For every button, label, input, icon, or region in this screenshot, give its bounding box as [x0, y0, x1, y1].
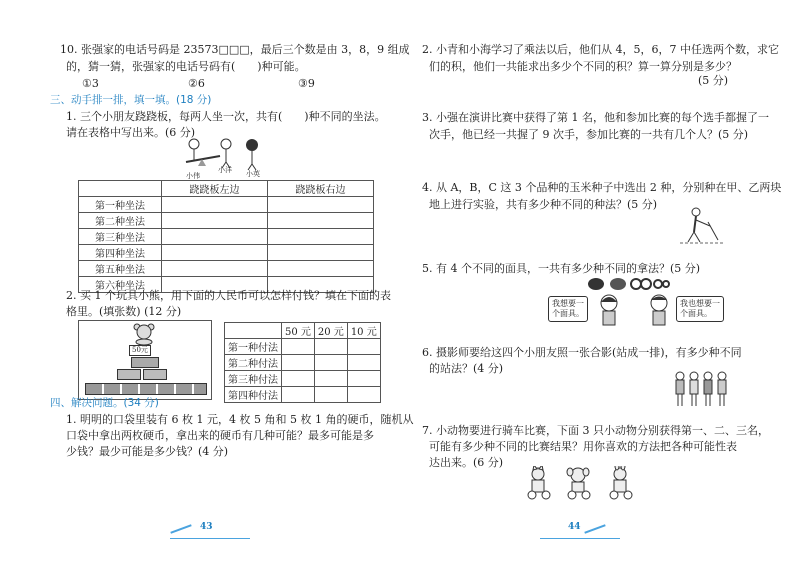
q5-line1: 5. 有 4 个不同的面具，一共有多少种不同的拿法？(5 分) [422, 262, 701, 275]
answer-cell[interactable] [314, 371, 347, 387]
answer-cell[interactable] [347, 355, 380, 371]
kid-name-3: 小英 [246, 170, 260, 178]
table-header-row [79, 181, 374, 197]
q3-line1: 3. 小强在演讲比赛中获得了第 1 名，他和参加比赛的每个选手都握了一 [422, 111, 769, 124]
table-header-cell: 10 元 [347, 323, 380, 339]
page-number-43: 43 [200, 522, 213, 532]
banknote-50-icon [131, 357, 159, 368]
money-illustration [78, 320, 212, 400]
masks-row [586, 276, 670, 292]
answer-cell[interactable] [282, 339, 315, 355]
answer-cell[interactable] [282, 387, 315, 403]
q3-1-line1: 1. 三个小朋友跷跷板，每两人坐一次，共有( )种不同的坐法。 [66, 110, 386, 123]
row-label: 第三种坐法 [79, 229, 162, 245]
q10-option-2: ②6 [188, 77, 205, 90]
q4-1-line2: 口袋中拿出两枚硬币，拿出来的硬币有几种可能？最多可能是多 [66, 429, 374, 442]
kid-name-2: 小洋 [218, 166, 232, 174]
q10-line2: 的，猜一猜，张强家的电话号码有( )种可能。 [66, 60, 306, 73]
answer-cell[interactable] [268, 197, 374, 213]
q7-line2: 可能有多少种不同的比赛结果？用你喜欢的方法把各种可能性表 [429, 440, 737, 453]
q7-line3: 达出来。(6 分) [429, 456, 504, 469]
q6-line2: 的站法？(4 分) [429, 362, 504, 375]
three-animals-icon [524, 466, 638, 500]
answer-cell[interactable] [268, 213, 374, 229]
answer-cell[interactable] [268, 261, 374, 277]
table-header-cell: 50 元 [282, 323, 315, 339]
answer-cell[interactable] [162, 229, 268, 245]
speech-bubble-left: 我想要一 个面具。 [548, 296, 588, 322]
kid-name-1: 小伟 [186, 172, 200, 180]
q2-line2: 们的积，他们一共能求出多少个不同的积？算一算分别是多少？ [429, 60, 737, 73]
page-number-44: 44 [568, 522, 581, 532]
table-header-cell: 跷跷板右边 [268, 181, 374, 197]
row-label: 第二种坐法 [79, 213, 162, 229]
row-label: 第四种付法 [225, 387, 282, 403]
farmer-planting-icon [678, 206, 726, 246]
table-row [225, 387, 381, 403]
table-row [225, 371, 381, 387]
q10-line1: 10. 张强家的电话号码是 23573□□□，最后三个数是由 3，8，9 组成 [60, 43, 410, 56]
answer-cell[interactable] [162, 197, 268, 213]
speech-bubble-right: 我也想要一 个面具。 [676, 296, 724, 322]
q3-2-line2: 格里。(填张数) (12 分) [66, 305, 182, 318]
q4-1-line1: 1. 明明的口袋里装有 6 枚 1 元，4 枚 5 角和 5 枚 1 角的硬币，随机从 [66, 413, 414, 426]
mask-icon [610, 278, 626, 290]
q10-option-1: ①3 [82, 77, 99, 90]
q3-line2: 次手，他已经一共握了 9 次手，参加比赛的一共有几个人？(5 分) [429, 128, 749, 141]
row-label: 第一种付法 [225, 339, 282, 355]
table-row [79, 261, 374, 277]
answer-cell[interactable] [347, 387, 380, 403]
q6-line1: 6. 摄影师要给这四个小朋友照一张合影(站成一排)，有多少种不同 [422, 346, 742, 359]
page-deco-line [540, 538, 620, 539]
q4-line2: 地上进行实验，共有多少种不同的种法？(5 分) [429, 198, 658, 211]
teddy-bear-icon [131, 323, 157, 345]
table-row [79, 213, 374, 229]
q10-option-3: ③9 [298, 77, 315, 90]
seesaw-table [78, 180, 374, 293]
q3-2-line1: 2. 买 1 个玩具小熊，用下面的人民币可以怎样付钱？填在下面的表 [66, 289, 391, 302]
answer-cell[interactable] [162, 213, 268, 229]
page-deco-line [170, 538, 250, 539]
answer-cell[interactable] [314, 355, 347, 371]
section4-title: 四、解决问题。(34 分) [50, 397, 159, 409]
girl-icon [596, 294, 622, 328]
row-label: 第二种付法 [225, 355, 282, 371]
answer-cell[interactable] [268, 245, 374, 261]
q3-1-line2: 请在表格中写出来。(6 分) [66, 126, 196, 139]
boy-icon [646, 294, 672, 328]
table-header-cell: 跷跷板左边 [162, 181, 268, 197]
mask-icon [588, 278, 604, 290]
page-deco [170, 524, 191, 533]
row-label: 第三种付法 [225, 371, 282, 387]
q2-line1: 2. 小青和小海学习了乘法以后，他们从 4，5，6，7 中任选两个数，求它 [422, 43, 779, 56]
table-row [79, 245, 374, 261]
answer-cell[interactable] [314, 339, 347, 355]
payment-table [224, 322, 381, 403]
table-header-cell [225, 323, 282, 339]
table-row [79, 197, 374, 213]
answer-cell[interactable] [162, 261, 268, 277]
right-page [400, 0, 800, 585]
answer-cell[interactable] [314, 387, 347, 403]
q2-score: (5 分) [698, 74, 729, 87]
q4-line1: 4. 从 A，B，C 这 3 个品种的玉米种子中选出 2 种，分别种在甲、乙两块 [422, 181, 782, 194]
answer-cell[interactable] [268, 229, 374, 245]
answer-cell[interactable] [282, 371, 315, 387]
section3-title: 三、动手排一排，填一填。(18 分) [50, 94, 212, 106]
banknote-20-icon [143, 369, 167, 380]
q4-1-line3: 少钱？最少可能是多少钱？(4 分) [66, 445, 229, 458]
four-children-icon [672, 370, 732, 410]
banknote-20-icon [117, 369, 141, 380]
row-label: 第六种坐法 [79, 277, 162, 293]
page-deco [584, 524, 605, 533]
row-label: 第五种坐法 [79, 261, 162, 277]
banknote-10-row-icon [85, 383, 207, 395]
row-label: 第一种坐法 [79, 197, 162, 213]
answer-cell[interactable] [347, 339, 380, 355]
answer-cell[interactable] [162, 245, 268, 261]
price-tag: 50元 [129, 345, 151, 356]
answer-cell[interactable] [347, 371, 380, 387]
table-header-cell: 20 元 [314, 323, 347, 339]
table-row [225, 339, 381, 355]
q7-line1: 7. 小动物要进行骑车比赛，下面 3 只小动物分别获得第一、二、三名， [422, 424, 769, 437]
table-row [225, 355, 381, 371]
table-header-cell [79, 181, 162, 197]
table-header-row [225, 323, 381, 339]
table-row [79, 229, 374, 245]
answer-cell[interactable] [282, 355, 315, 371]
row-label: 第四种坐法 [79, 245, 162, 261]
